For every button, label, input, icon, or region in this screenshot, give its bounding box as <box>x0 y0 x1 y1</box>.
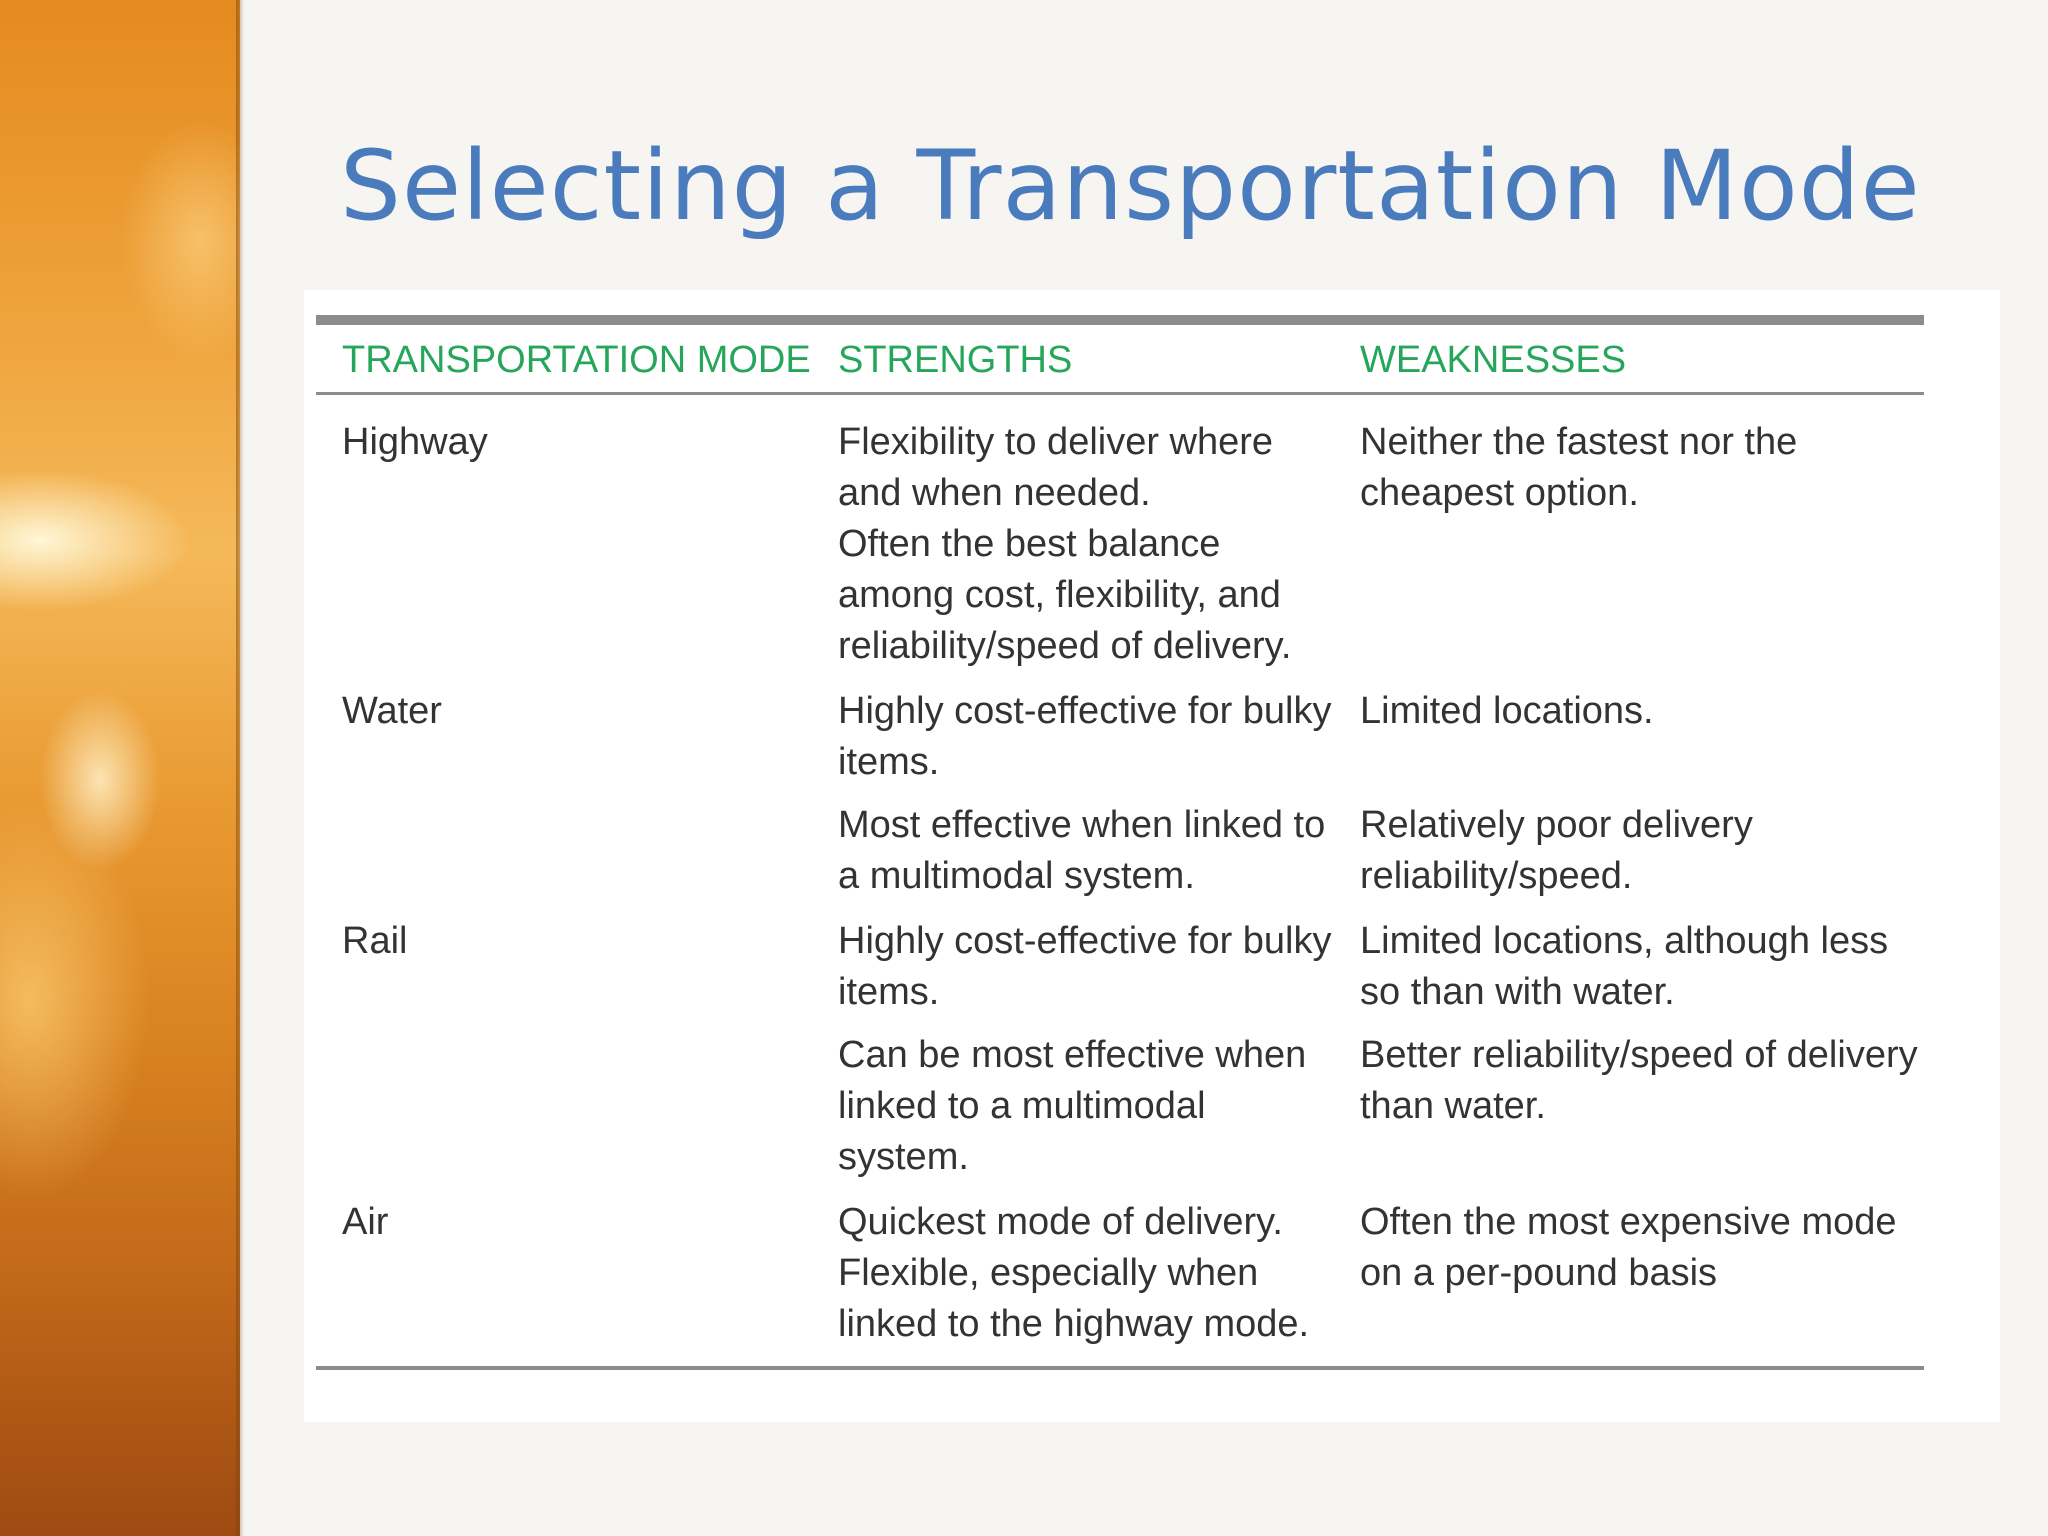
table-row-water <box>316 682 1924 798</box>
cell-strengths: Can be most effective when linked to a multimodal system. <box>838 1034 1307 1178</box>
slide-title: Selecting a Transportation Mode <box>340 130 1921 242</box>
cell-strengths: Highly cost-effective for bulky items. <box>838 920 1332 1013</box>
header-weaknesses: WEAKNESSES <box>1334 320 1924 394</box>
cell-mode <box>316 1028 812 1193</box>
cell-mode: Water <box>342 690 442 732</box>
table-row-highway <box>316 394 1924 683</box>
cell-mode: Rail <box>342 920 408 962</box>
table-card <box>304 290 2000 1422</box>
cell-strengths: Quickest mode of delivery. Flexible, especially when linked to the highway mode. <box>812 1193 1334 1368</box>
cell-strengths: Flexibility to deliver where and when needed. Often the best balance among cost, flexibility, and reliability/speed of delivery. <box>838 421 1292 667</box>
table-row-air <box>316 1193 1924 1368</box>
header-strengths: STRENGTHS <box>812 320 1334 394</box>
cell-weaknesses: Better reliability/speed of delivery than water. <box>1360 1034 1918 1127</box>
cell-strengths: Most effective when linked to a multimodal system. <box>838 804 1326 897</box>
cell-strengths: Highly cost-effective for bulky items. <box>838 690 1332 783</box>
table-row-water-continued <box>316 798 1924 912</box>
table-header-row <box>316 320 1924 394</box>
cell-weaknesses: Neither the fastest nor the cheapest option. <box>1360 421 1798 514</box>
header-transportation-mode: TRANSPORTATION MODE <box>316 320 812 394</box>
transportation-mode-table <box>316 315 1924 1370</box>
cell-weaknesses: Limited locations, although less so than with water. <box>1360 920 1889 1013</box>
decorative-side-panel <box>0 0 240 1536</box>
cell-weaknesses: Often the most expensive mode on a per-pound basis <box>1334 1193 1924 1368</box>
cell-mode: Highway <box>342 421 488 463</box>
cell-mode <box>316 798 812 912</box>
table-row-rail-continued <box>316 1028 1924 1193</box>
cell-weaknesses: Limited locations. <box>1360 690 1654 732</box>
side-panel-edge <box>236 0 244 1536</box>
table-row-rail <box>316 912 1924 1028</box>
cell-mode: Air <box>316 1193 812 1368</box>
cell-weaknesses: Relatively poor delivery reliability/speed. <box>1360 804 1753 897</box>
